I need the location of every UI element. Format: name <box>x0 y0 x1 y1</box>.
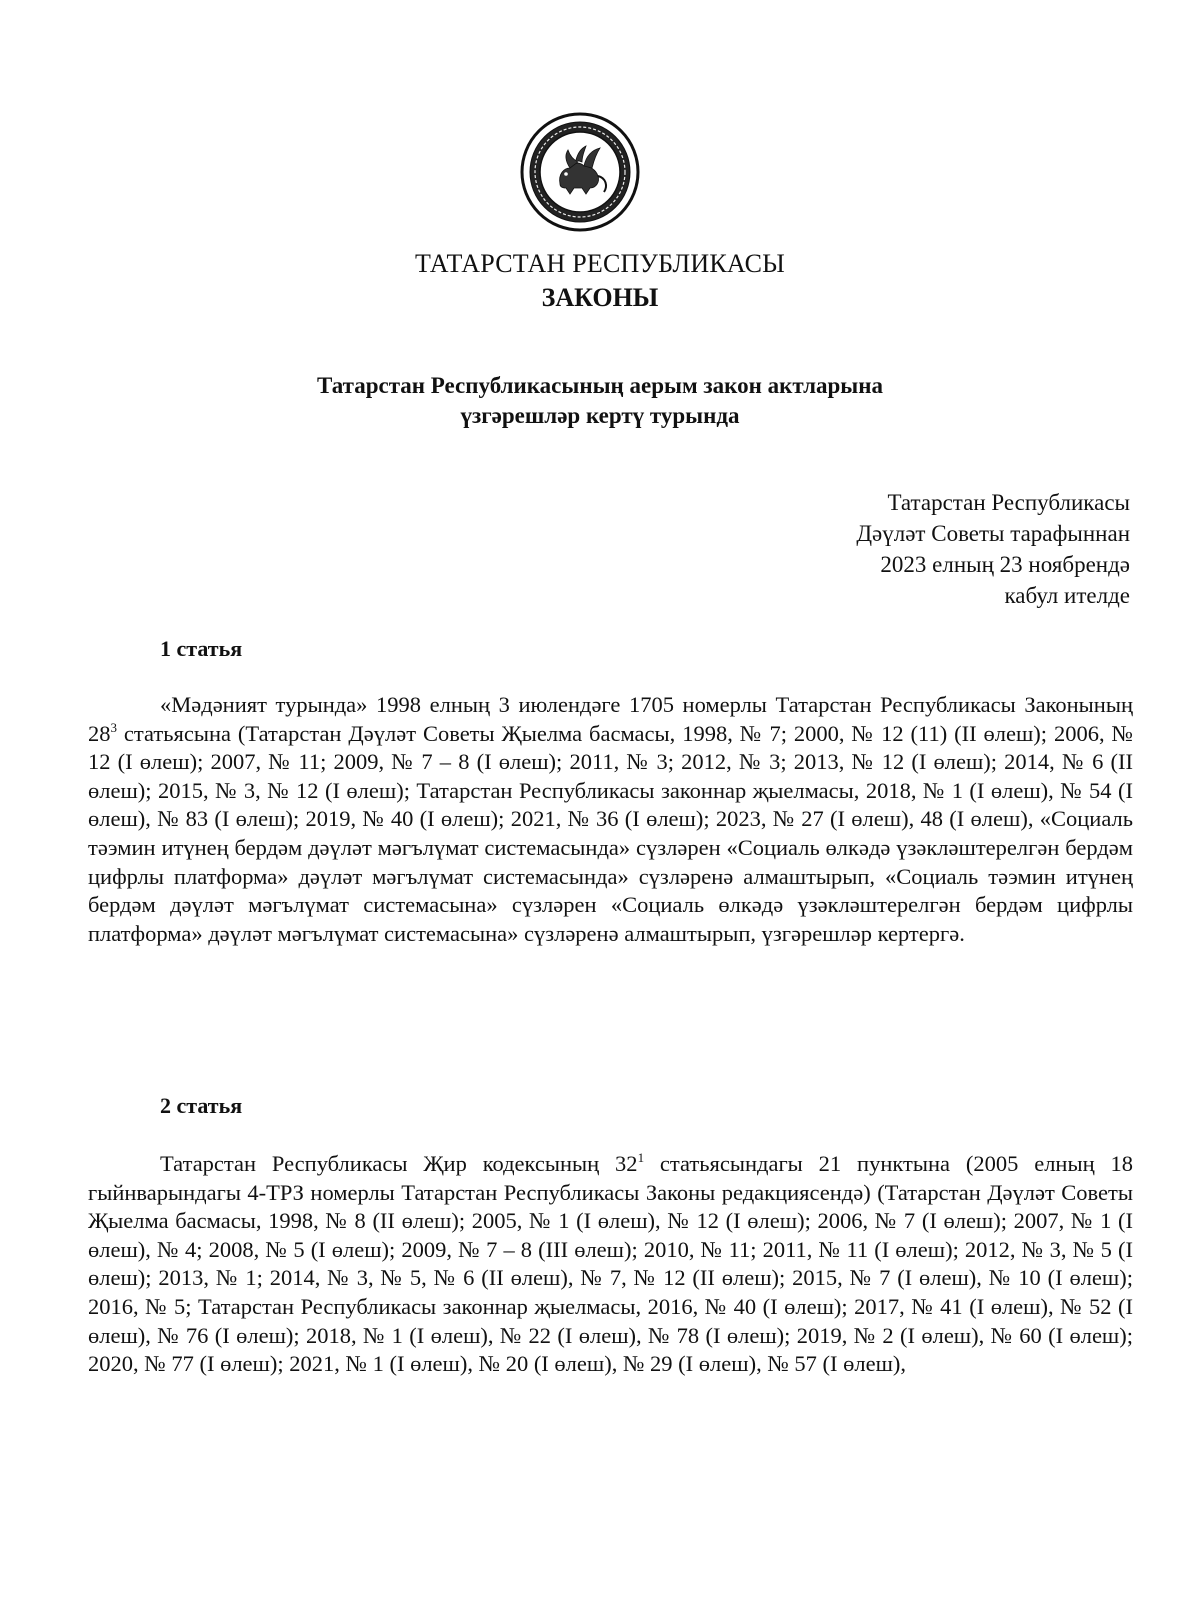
law-title: ЗАКОНЫ <box>541 283 659 312</box>
article-1-superscript: 3 <box>110 719 117 735</box>
article-1-text <box>88 691 1133 948</box>
law-subject-line1: Татарстан Республикасының аерым закон актларына <box>316 373 884 398</box>
article-1-text-part: «Мәдәният турында» 1998 елның 3 июлендәге 1705 номерлы Татарстан Республикасы Законының 28 <box>88 692 1133 746</box>
tatarstan-coat-of-arms-emblem <box>520 112 640 232</box>
republic-title: ТАТАРСТАН РЕСПУБЛИКАСЫ <box>415 249 785 278</box>
article-2-text <box>88 1150 1133 1379</box>
article-1-title: 1 статья <box>160 636 243 661</box>
article-1-text-part: статьясына (Татарстан Дәүләт Советы Җыелма басмасы, 1998, № 7; 2000, № 12 (11) (II өлеш); 2006, № 12 (I өлеш); 2007, № 11; 2009, № 7 – 8 (I өлеш); 2011, № 3; 2012, № 3; 2013, № 12 (I өлеш); 2014, № 6 (II өлеш); 2015, № 3, № 12 (I өлеш); Татарстан Республикасы законнар җыелмасы, 2018, № 1 (I өлеш), № 54 (I өлеш), № 83 (I өлеш); 2019, № 40 (I өлеш); 2021, № 36 (I өлеш); 2023, № 27 (I өлеш), 48 (I өлеш), «Социаль тәэмин итүнең бердәм дәүләт мәгълүмат системасында» сүзләрен «Социаль өлкәдә үзәкләштерелгән бердәм цифрлы платформа» дәүләт мәгълүмат системасында» сүзләренә алмаштырып, «Социаль тәэмин итүнең бердәм дәүләт мәгълүмат системасына» сүзләрен «Социаль өлкәдә үзәкләштерелгән бердәм цифрлы платформа» дәүләт мәгълүмат системасына» сүзләренә алмаштырып, үзгәрешләр кертергә. <box>88 720 1133 946</box>
adoption-note-line: кабул ителде <box>1004 583 1130 608</box>
adoption-note-line: Татарстан Республикасы <box>887 490 1130 515</box>
article-2-title: 2 статья <box>160 1093 243 1118</box>
article-2-text-part: Татарстан Республикасы Җир кодексының 32 <box>160 1151 638 1176</box>
adoption-note <box>856 487 1130 611</box>
article-2-text-part: статьясындагы 21 пунктына (2005 елның 18 гыйнварындагы 4-ТРЗ номерлы Татарстан Республикасы Законы редакциясендә) (Татарстан Дәүләт Советы Җыелма басмасы, 1998, № 8 (II өлеш); 2005, № 1 (I өлеш), № 12 (I өлеш); 2006, № 7 (I өлеш); 2007, № 1 (I өлеш), № 4; 2008, № 5 (I өлеш); 2009, № 7 – 8 (III өлеш); 2010, № 11; 2011, № 11 (I өлеш); 2012, № 3, № 5 (I өлеш); 2013, № 1; 2014, № 3, № 5, № 6 (II өлеш), № 7, № 12 (II өлеш); 2015, № 7 (I өлеш), № 10 (I өлеш); 2016, № 5; Татарстан Республикасы законнар җыелмасы, 2016, № 40 (I өлеш); 2017, № 41 (I өлеш), № 52 (I өлеш), № 76 (I өлеш); 2018, № 1 (I өлеш), № 22 (I өлеш), № 78 (I өлеш); 2019, № 2 (I өлеш), № 60 (I өлеш); 2020, № 77 (I өлеш); 2021, № 1 (I өлеш), № 20 (I өлеш), № 29 (I өлеш), № 57 (I өлеш), <box>88 1151 1133 1377</box>
adoption-note-line: 2023 елның 23 ноябрендә <box>880 552 1130 577</box>
article-2-superscript: 1 <box>637 1150 645 1165</box>
adoption-note-line: Дәүләт Советы тарафыннан <box>856 521 1130 546</box>
law-subject-line2: үзгәрешләр кертү турында <box>460 403 740 428</box>
